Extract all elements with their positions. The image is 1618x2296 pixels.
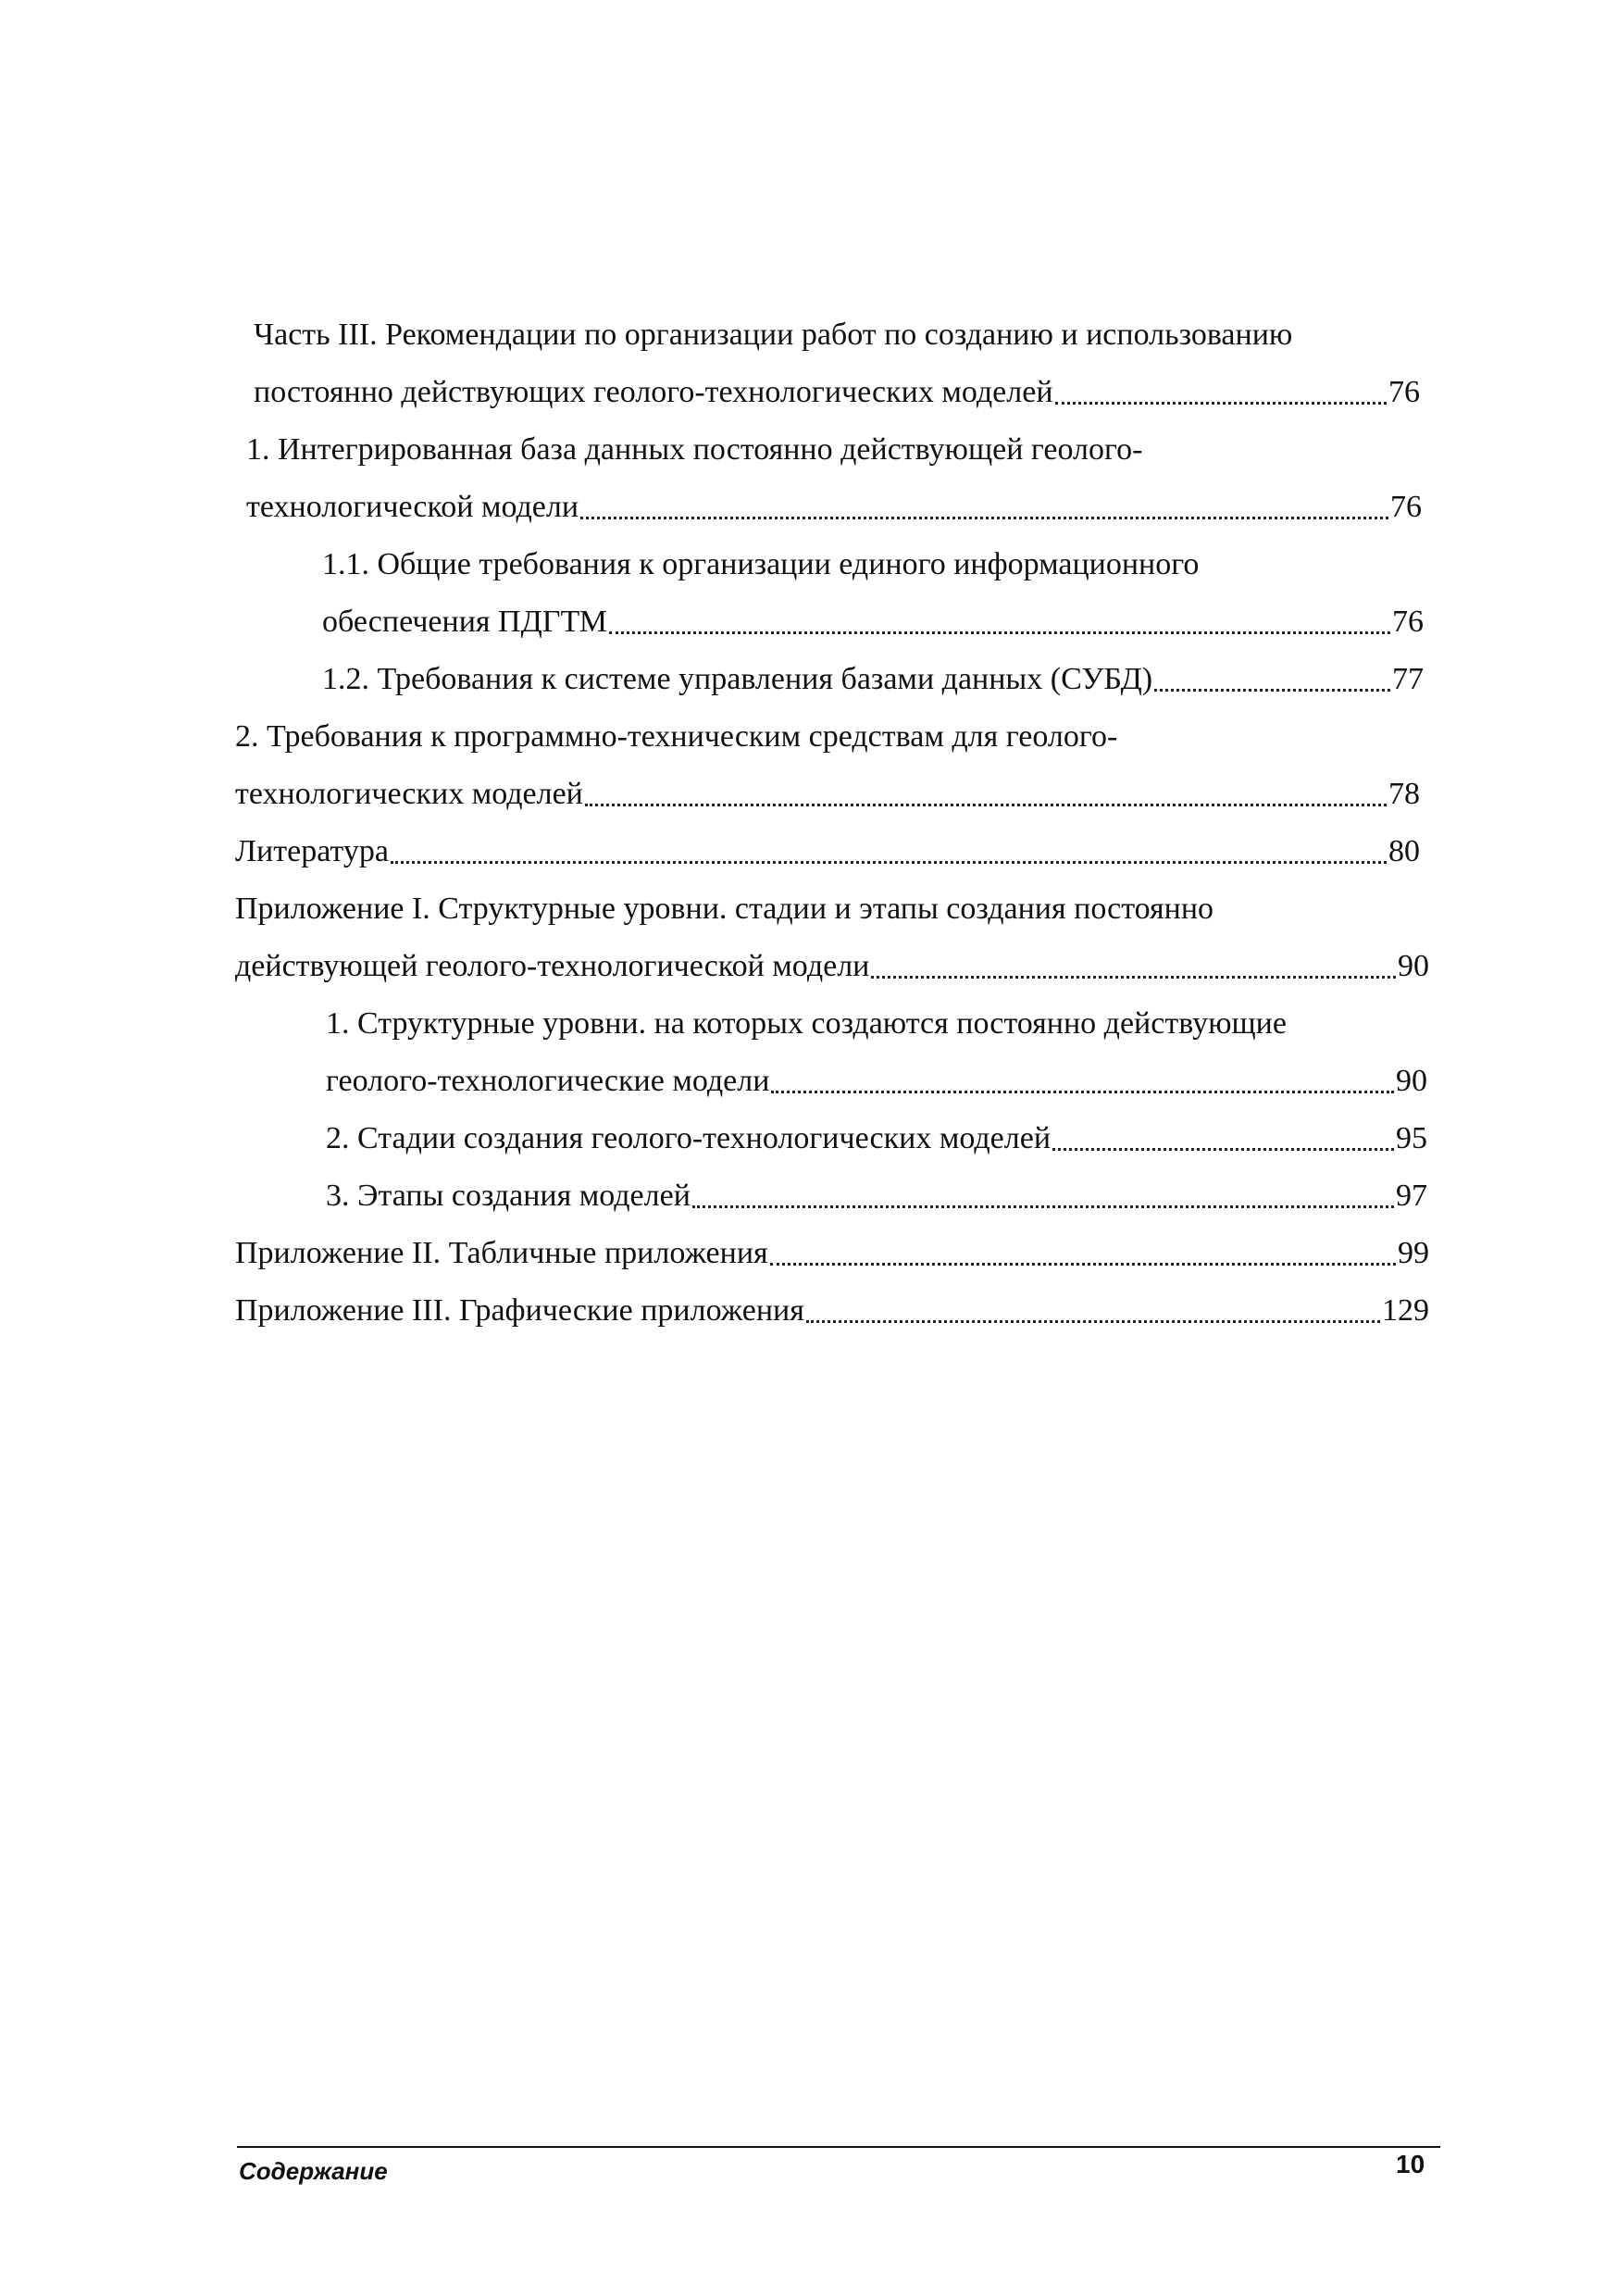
toc-line	[235, 1224, 1429, 1272]
dot-leader	[806, 1307, 1380, 1323]
toc-entry-text: 1. Структурные уровни. на которых создаются постоянно действующие	[326, 1006, 1287, 1041]
dot-leader	[771, 1078, 1394, 1093]
footer-section-label: Содержание	[239, 2157, 388, 2185]
toc-line	[326, 1052, 1427, 1100]
toc-line	[235, 765, 1420, 813]
toc-page-number: 90	[1396, 1064, 1427, 1098]
toc-page-number: 80	[1388, 834, 1420, 868]
dot-leader	[1052, 1135, 1394, 1151]
dot-leader	[1055, 389, 1387, 405]
toc-line	[322, 593, 1424, 641]
toc-entry-text: Часть III. Рекомендации по организации работ по созданию и использованию	[254, 318, 1293, 352]
toc-line	[235, 937, 1429, 985]
footer-divider	[237, 2146, 1440, 2148]
toc-line	[322, 535, 1424, 583]
dot-leader	[585, 791, 1387, 806]
toc-line	[326, 994, 1427, 1042]
toc-entry-text: Приложение III. Графические приложения	[235, 1293, 804, 1328]
toc-line	[322, 650, 1424, 698]
toc-page-number: 97	[1396, 1179, 1427, 1213]
toc-line	[246, 420, 1422, 468]
toc-entry-text: обеспечения ПДГТМ	[322, 605, 607, 639]
dot-leader	[692, 1192, 1394, 1208]
dot-leader	[770, 1250, 1396, 1266]
toc-line	[246, 478, 1422, 526]
toc-entry-text: 1. Интегрированная база данных постоянно действующей геолого-	[246, 432, 1143, 467]
footer-page-number: 10	[1396, 2150, 1425, 2178]
toc-page-number: 76	[1390, 490, 1422, 524]
toc-page-number: 95	[1396, 1121, 1427, 1155]
toc-entry-text: 3. Этапы создания моделей	[326, 1179, 691, 1213]
dot-leader	[391, 848, 1387, 864]
toc-entry-text: Приложение I. Структурные уровни. стадии и этапы создания постоянно	[235, 892, 1214, 926]
toc-line	[235, 880, 1429, 928]
dot-leader	[609, 618, 1390, 634]
toc-entry-text: технологической модели	[246, 490, 579, 524]
toc-line	[235, 707, 1420, 755]
dot-leader	[1154, 676, 1390, 692]
toc-line	[235, 1281, 1429, 1329]
toc-line	[254, 363, 1420, 411]
toc-entry-text: действующей геолого-технологической модели	[235, 949, 870, 983]
toc-entry-text: технологических моделей	[235, 777, 583, 811]
toc-page-number: 76	[1392, 605, 1424, 639]
toc-page-number: 129	[1382, 1293, 1429, 1328]
toc-entry-text: Приложение II. Табличные приложения	[235, 1236, 768, 1270]
toc-page-number: 76	[1388, 375, 1420, 409]
toc-entry-text: 2. Стадии создания геолого-технологических моделей	[326, 1121, 1052, 1155]
toc-page-number: 99	[1398, 1236, 1429, 1270]
toc-page-number: 90	[1398, 949, 1429, 983]
toc-entry-text: 1.2. Требования к системе управления базами данных (СУБД)	[322, 662, 1153, 696]
toc-line	[326, 1109, 1427, 1157]
toc-entry-text: постоянно действующих геолого-технологических моделей	[254, 375, 1053, 409]
toc-entry-text: 2. Требования к программно-техническим средствам для геолого-	[235, 719, 1118, 754]
toc-entry-text: геолого-технологические модели	[326, 1064, 770, 1098]
toc-entry-text: Литература	[235, 834, 389, 868]
dot-leader	[580, 504, 1388, 519]
toc-page-number: 77	[1392, 662, 1424, 696]
dot-leader	[871, 963, 1396, 979]
toc-line	[235, 822, 1420, 870]
toc-entry-text: 1.1. Общие требования к организации единого информационного	[322, 547, 1200, 581]
toc-page-number: 78	[1388, 777, 1420, 811]
toc-line	[326, 1167, 1427, 1215]
toc-line	[254, 306, 1429, 354]
